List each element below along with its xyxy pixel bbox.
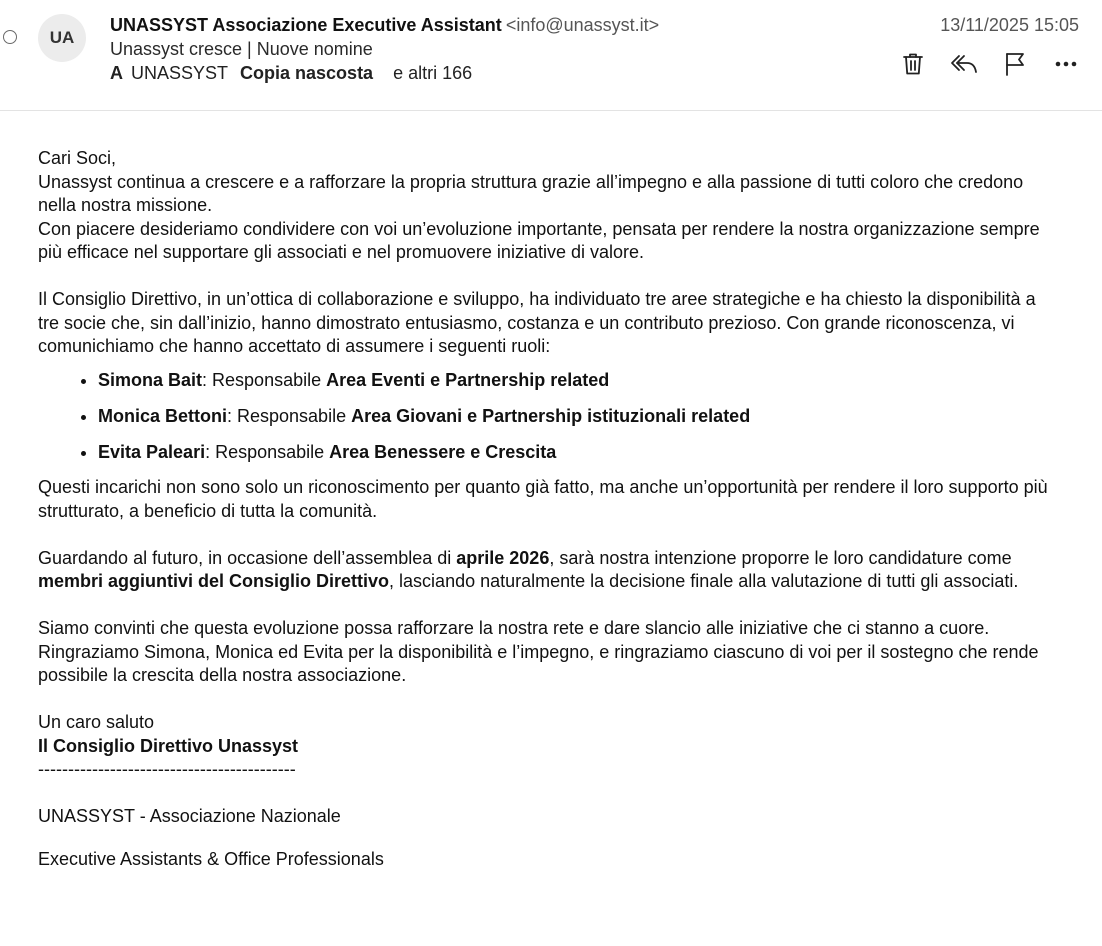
recipient-to[interactable]: UNASSYST bbox=[131, 63, 229, 83]
message-actions bbox=[876, 50, 1080, 78]
recipient-bcc[interactable]: Copia nascosta bbox=[240, 63, 374, 83]
reply-all-icon bbox=[950, 53, 978, 75]
sender-name[interactable]: UNASSYST Associazione Executive Assistant bbox=[110, 15, 502, 35]
role-text: : Responsabile bbox=[205, 441, 330, 462]
text-bold: membri aggiuntivi del Consiglio Direttivo bbox=[38, 571, 390, 591]
greeting: Cari Soci, bbox=[38, 148, 117, 168]
more-icon bbox=[1055, 61, 1077, 67]
message-date: 13/11/2025 15:05 bbox=[940, 15, 1079, 35]
role-person-name: Monica Bettoni bbox=[98, 405, 227, 426]
org-tagline: Executive Assistants & Office Professionals bbox=[38, 848, 384, 869]
subject: Unassyst cresce | Nuove nomine bbox=[110, 39, 373, 59]
body-paragraph: Unassyst continua a crescere e a rafforzare la propria struttura grazie all’impegno e alla passione di tutti coloro che credono nella nostra missione. bbox=[38, 171, 1024, 215]
delete-button[interactable] bbox=[899, 50, 927, 78]
body-paragraph: Il Consiglio Direttivo, in un’ottica di collaborazione e sviluppo, ha individuato tre aree strategiche e ha chiesto la disponibilità a tre socie che, sin dall’inizio, hanno dimostrato entusiasmo, costanza e un contributo prezioso. Con grande riconoscenza, vi comunichiamo che hanno accettato di assumere i seguenti ruoli: bbox=[38, 289, 1036, 356]
flag-icon bbox=[1004, 52, 1026, 76]
trash-icon bbox=[902, 52, 924, 76]
signature-separator: ------------------------------------------- bbox=[38, 759, 296, 779]
role-area: Area Eventi e Partnership related bbox=[326, 369, 610, 390]
avatar[interactable]: UA bbox=[38, 14, 86, 62]
text-run: , lasciando naturalmente la decisione finale alla valutazione di tutti gli associati. bbox=[389, 571, 1019, 591]
text-run: Guardando al futuro, in occasione dell’assemblea di bbox=[38, 547, 457, 568]
sender-email[interactable]: <info@unassyst.it> bbox=[505, 15, 660, 35]
recipients-line bbox=[110, 61, 472, 85]
role-text: : Responsabile bbox=[227, 405, 352, 426]
flag-button[interactable] bbox=[1001, 50, 1029, 78]
message-body bbox=[38, 147, 1048, 871]
recipients-others-link[interactable]: e altri 166 bbox=[393, 63, 473, 83]
message-header bbox=[0, 0, 1102, 111]
body-paragraph: Ringraziamo Simona, Monica ed Evita per la disponibilità e l’impegno, e ringraziamo ciascuno di voi per il sostegno che rende possibile la crescita della nostra associazione. bbox=[38, 641, 1039, 685]
role-area: Area Giovani e Partnership istituzionali related bbox=[351, 405, 751, 426]
sender-line bbox=[110, 13, 659, 37]
list-item bbox=[98, 405, 1048, 429]
more-button[interactable] bbox=[1052, 50, 1080, 78]
signature: Il Consiglio Direttivo Unassyst bbox=[38, 735, 299, 756]
select-message-radio[interactable] bbox=[3, 30, 17, 44]
body-paragraph bbox=[38, 547, 1048, 594]
role-person-name: Simona Bait bbox=[98, 369, 203, 390]
role-area: Area Benessere e Crescita bbox=[329, 441, 557, 462]
recipients-prefix: A bbox=[110, 63, 123, 83]
role-text: : Responsabile bbox=[202, 369, 327, 390]
role-person-name: Evita Paleari bbox=[98, 441, 206, 462]
body-paragraph: Siamo convinti che questa evoluzione possa rafforzare la nostra rete e dare slancio alle iniziative che ci stanno a cuore. bbox=[38, 618, 990, 638]
list-item bbox=[98, 369, 1048, 393]
body-paragraph: Con piacere desideriamo condividere con voi un’evoluzione importante, pensata per rendere la nostra organizzazione sempre più efficace nel supportare gli associati e nel promuovere iniziative di valore. bbox=[38, 218, 1040, 262]
reply-all-button[interactable] bbox=[950, 50, 978, 78]
org-name: UNASSYST - Associazione Nazionale bbox=[38, 806, 341, 826]
text-bold: aprile 2026 bbox=[456, 547, 550, 568]
roles-list bbox=[38, 369, 1048, 465]
body-paragraph: Questi incarichi non sono solo un riconoscimento per quanto già fatto, ma anche un’opportunità per rendere il loro supporto più strutturato, a beneficio di tutta la comunità. bbox=[38, 477, 1048, 521]
closing: Un caro saluto bbox=[38, 712, 155, 732]
list-item bbox=[98, 441, 1048, 465]
text-run: , sarà nostra intenzione proporre le loro candidature come bbox=[549, 547, 1012, 568]
